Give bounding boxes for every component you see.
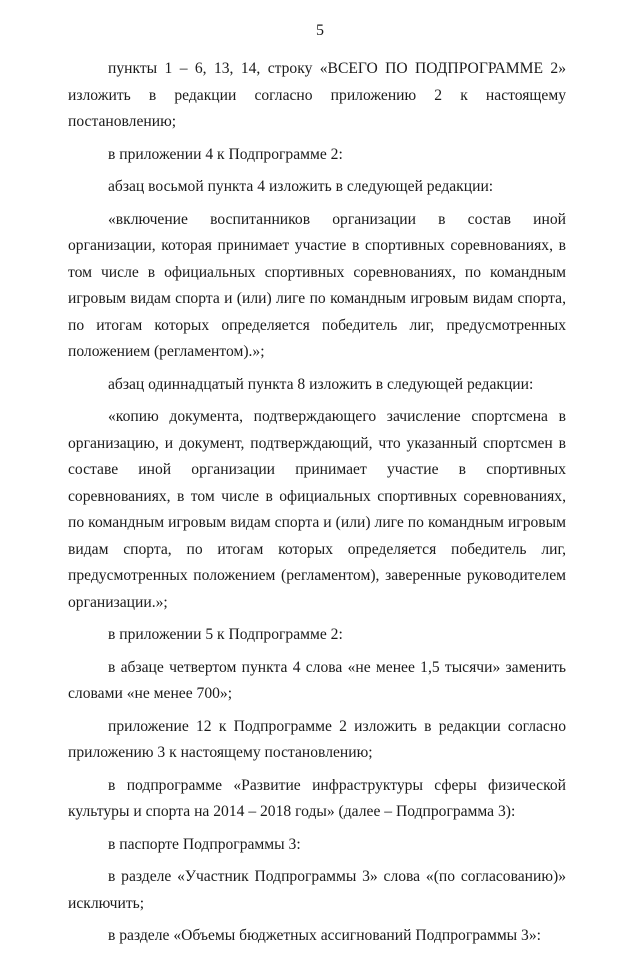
paragraph: в приложении 5 к Подпрограмме 2:: [108, 626, 343, 643]
paragraph: в подпрограмме «Развитие инфраструктуры сферы физической культуры и спорта на 2014 – 2018 годы» (далее – Подпрограмма 3):: [68, 776, 566, 820]
page-number: 5: [316, 22, 324, 39]
paragraph: в разделе «Объемы бюджетных ассигнований Подпрограммы 3»:: [108, 927, 541, 944]
paragraph: абзац одиннадцатый пункта 8 изложить в следующей редакции:: [108, 375, 534, 393]
paragraph: абзац восьмой пункта 4 изложить в следующей редакции:: [108, 178, 494, 195]
paragraph: «включение воспитанников организации в состав иной организации, которая принимает участие в спортивных соревнованиях, в том числе в официальных спортивных соревнованиях, по командным игровым видам спорта и (или) лиге по командным игровым видам спорта, по итогам которых определяется победитель лиг, предусмотренных положением (регламентом).»;: [68, 210, 566, 360]
paragraph: в приложении 4 к Подпрограмме 2:: [108, 145, 343, 163]
paragraph: приложение 12 к Подпрограмме 2 изложить в редакции согласно приложению 3 к настоящему постановлению;: [68, 717, 566, 761]
paragraph: «копию документа, подтверждающего зачисление спортсмена в организацию, и документ, подтверждающий, что указанный спортсмен в составе иной организации принимает участие в спортивных соревнованиях, в том числе в официальных спортивных соревнованиях, по командным игровым видам спорта и (или) лиге по командным игровым видам спорта, по итогам которых определяется победитель лиг, предусмотренных положением (регламентом), заверенные руководителем организации.»;: [68, 408, 566, 611]
paragraph: в разделе «Участник Подпрограммы 3» слова «(по согласованию)» исключить;: [68, 868, 566, 912]
document-body: [68, 56, 566, 956]
paragraph: в абзаце четвертом пункта 4 слова «не менее 1,5 тысячи» заменить словами «не менее 700»;: [68, 658, 566, 702]
paragraph: пункты 1 – 6, 13, 14, строку «ВСЕГО ПО ПОДПРОГРАММЕ 2» изложить в редакции согласно приложению 2 к настоящему постановлению;: [68, 60, 566, 130]
paragraph: в паспорте Подпрограммы 3:: [108, 835, 301, 853]
